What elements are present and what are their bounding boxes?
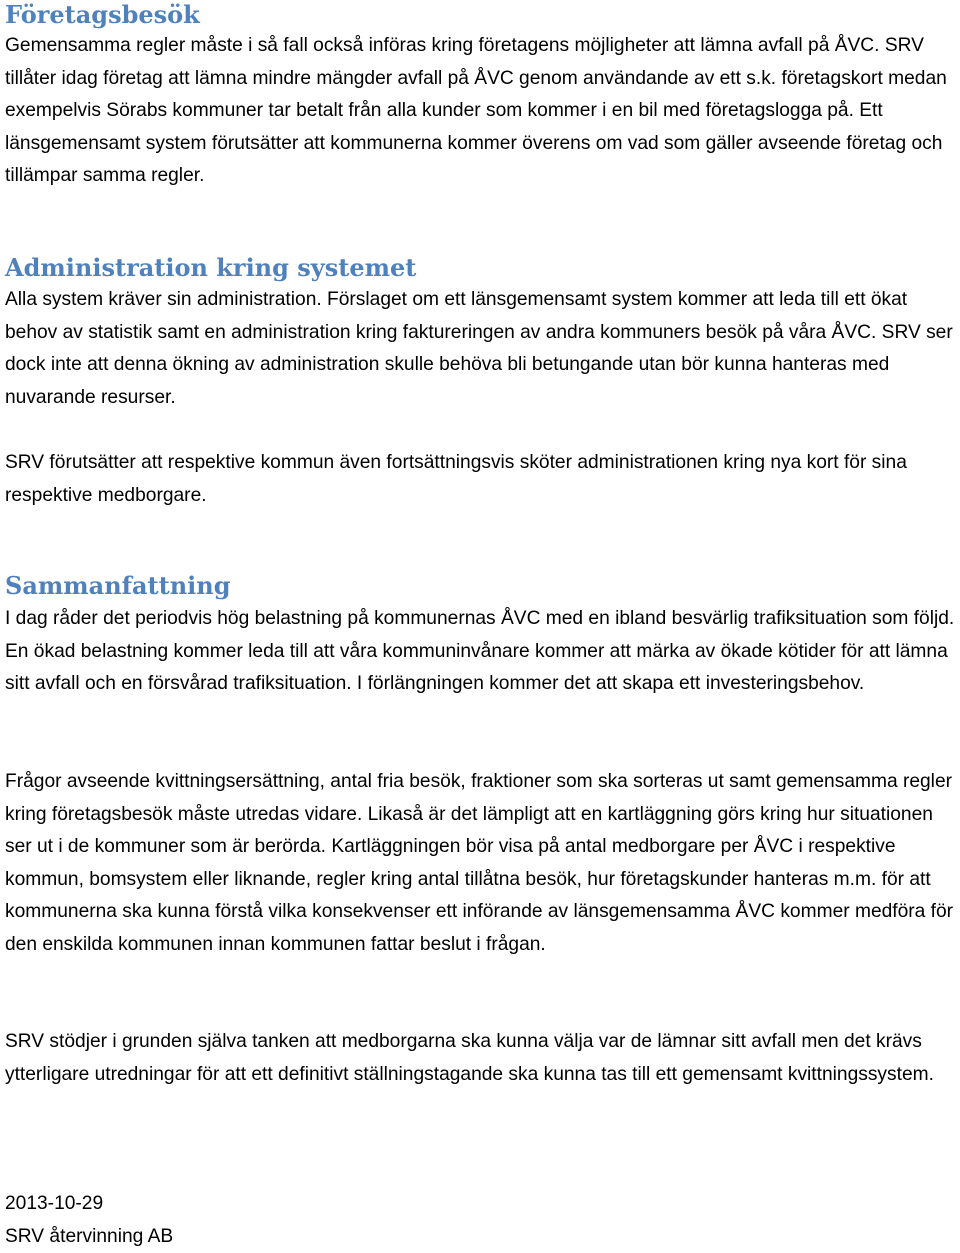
footer-organization: SRV återvinning AB [5, 1221, 960, 1253]
section-heading-administration: Administration kring systemet [5, 253, 416, 283]
paragraph-sammanfattning-2: Frågor avseende kvittningsersättning, antal fria besök, fraktioner som ska sorteras ut samt gemensamma regler kring företagsbesök måste utredas vidare. Likaså är det lämpligt att en kartläggning görs kring hur situationen ser ut i de kommuner som är berörda. Kartläggningen bör visa på antal medborgare per ÅVC i respektive kommun, bomsystem eller liknande, regler kring antal tillåtna besök, hur företagskunder hanteras m.m. för att kommunerna ska kunna förstå vilka konsekvenser ett införande av länsgemensamma ÅVC kommer medföra för den enskilda kommunen innan kommunen fattar beslut i frågan. [5, 766, 960, 961]
section-heading-foretagsbesok: Företagsbesök [5, 0, 200, 30]
footer-date: 2013-10-29 [5, 1188, 960, 1221]
paragraph-sammanfattning-1: I dag råder det periodvis hög belastning på kommunernas ÅVC med en ibland besvärlig trafiksituation som följd. En ökad belastning kommer leda till att våra kommuninvånare kommer att märka av ökade kötider för att lämna sitt avfall och en försvårad trafiksituation. I förlängningen kommer det att skapa ett investeringsbehov. [5, 603, 960, 701]
paragraph-sammanfattning-3: SRV stödjer i grunden själva tanken att medborgarna ska kunna välja var de lämnar sitt avfall men det krävs ytterligare utredningar för att ett definitivt ställningstagande ska kunna tas till ett gemensamt kvittningssystem. [5, 1026, 960, 1091]
paragraph-administration-2: SRV förutsätter att respektive kommun även fortsättningsvis sköter administrationen kring nya kort för sina respektive medborgare. [5, 447, 960, 512]
paragraph-administration-1: Alla system kräver sin administration. Förslaget om ett länsgemensamt system kommer att leda till ett ökat behov av statistik samt en administration kring faktureringen av andra kommuners besök på våra ÅVC. SRV ser dock inte att denna ökning av administration skulle behöva bli betungande utan bör kunna hanteras med nuvarande resurser. [5, 284, 960, 414]
paragraph-foretagsbesok: Gemensamma regler måste i så fall också införas kring företagens möjligheter att lämna avfall på ÅVC. SRV tillåter idag företag att lämna mindre mängder avfall på ÅVC genom användande av ett s.k. företagskort medan exempelvis Sörabs kommuner tar betalt från alla kunder som kommer i en bil med företagslogga på. Ett länsgemensamt system förutsätter att kommunerna kommer överens om vad som gäller avseende företag och tillämpar samma regler. [5, 30, 960, 193]
document-footer [5, 1188, 960, 1253]
section-heading-sammanfattning: Sammanfattning [5, 571, 231, 601]
